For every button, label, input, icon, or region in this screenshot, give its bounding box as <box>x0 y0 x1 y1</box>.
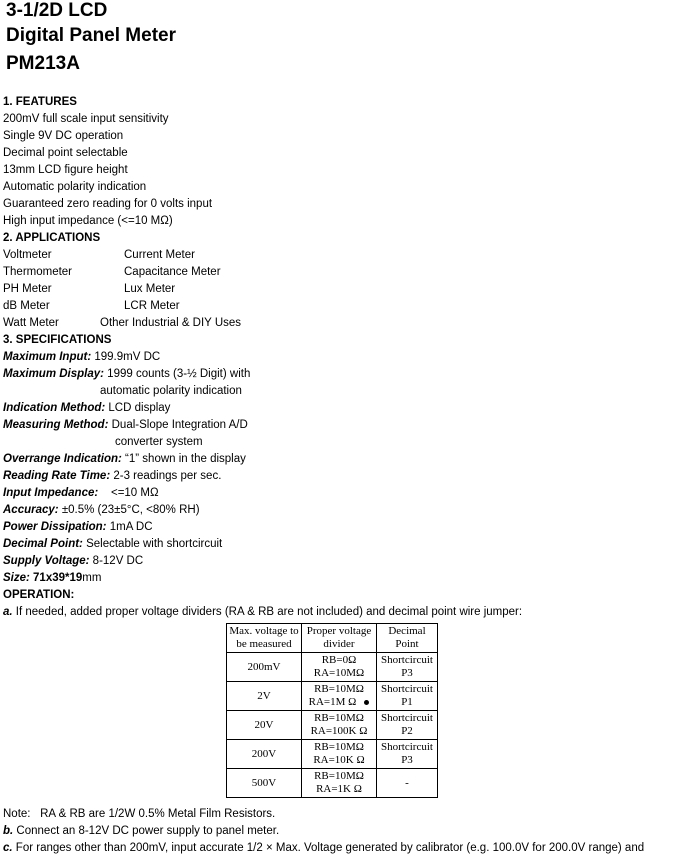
application-left: PH Meter <box>3 283 52 295</box>
spec-value: 2-3 readings per sec. <box>110 470 222 482</box>
decimal-point-cell: Shortcircuit P2 <box>377 711 438 740</box>
application-left: Thermometer <box>3 266 73 278</box>
decimal-point-cell: - <box>377 769 438 798</box>
spec-label: Size: <box>3 572 30 584</box>
specifications-heading: 3. SPECIFICATIONS <box>3 334 112 346</box>
header-cell: Max. voltage to be measured <box>227 624 302 653</box>
features-heading: 1. FEATURES <box>3 96 77 108</box>
feature-item: Single 9V DC operation <box>3 130 124 142</box>
spec-indication-method <box>3 401 170 415</box>
spec-label: Measuring Method: <box>3 419 109 431</box>
feature-item: High input impedance (<=10 MΩ) <box>3 215 173 227</box>
table-row <box>227 682 438 711</box>
step-label: a. <box>3 606 13 618</box>
header-cell: Proper voltage divider <box>302 624 377 653</box>
bullet-dot-icon <box>364 700 369 705</box>
spec-size <box>3 571 101 585</box>
voltage-divider-table <box>226 623 438 798</box>
applications-heading: 2. APPLICATIONS <box>3 232 101 244</box>
table-row <box>227 769 438 798</box>
doc-title-line1: 3-1/2D LCD <box>6 0 108 21</box>
voltage-cell: 200V <box>227 740 302 769</box>
resistor-note: Note: RA & RB are 1/2W 0.5% Metal Film Resistors. <box>3 808 276 820</box>
spec-label: Reading Rate Time: <box>3 470 111 482</box>
spec-input-impedance <box>3 486 159 500</box>
divider-cell: RB=10MΩ RA=1K Ω <box>302 769 377 798</box>
feature-item: Automatic polarity indication <box>3 181 147 193</box>
table-row <box>227 740 438 769</box>
spec-value: “1” shown in the display <box>121 453 246 465</box>
doc-title-line2: Digital Panel Meter <box>6 25 176 46</box>
spec-label: Accuracy: <box>3 504 59 516</box>
feature-item: 13mm LCD figure height <box>3 164 128 176</box>
spec-accuracy <box>3 503 200 517</box>
step-label: c. <box>3 842 13 854</box>
application-right: Lux Meter <box>124 283 176 295</box>
application-right: Capacitance Meter <box>124 266 221 278</box>
spec-value: 199.9mV DC <box>91 351 161 363</box>
spec-label: Power Dissipation: <box>3 521 107 533</box>
header-cell: Decimal Point <box>377 624 438 653</box>
spec-label: Overrange Indication: <box>3 453 122 465</box>
decimal-point-cell: Shortcircuit P3 <box>377 653 438 682</box>
application-right: Other Industrial & DIY Uses <box>100 317 242 329</box>
spec-label: Maximum Input: <box>3 351 92 363</box>
spec-value-continued: converter system <box>115 436 203 448</box>
spec-value: 1999 counts (3-½ Digit) with <box>103 368 251 380</box>
spec-max-display <box>3 367 250 381</box>
divider-cell: RB=10MΩ RA=10K Ω <box>302 740 377 769</box>
spec-label: Input Impedance: <box>3 487 99 499</box>
divider-cell: RB=0Ω RA=10MΩ <box>302 653 377 682</box>
feature-item: Guaranteed zero reading for 0 volts input <box>3 198 213 210</box>
table-header-row <box>227 624 438 653</box>
step-label: b. <box>3 825 14 837</box>
application-right: LCR Meter <box>124 300 180 312</box>
step-text: Connect an 8-12V DC power supply to panel meter. <box>13 825 280 837</box>
step-text: If needed, added proper voltage dividers (RA & RB are not included) and decimal point wire jumper: <box>12 606 523 618</box>
table-row <box>227 711 438 740</box>
operation-step-b <box>3 824 279 838</box>
voltage-cell: 2V <box>227 682 302 711</box>
application-left: Watt Meter <box>3 317 59 329</box>
divider-cell: RB=10MΩ RA=1M Ω <box>302 682 377 711</box>
spec-supply-voltage <box>3 554 143 568</box>
application-left: Voltmeter <box>3 249 52 261</box>
table-row <box>227 653 438 682</box>
decimal-point-cell: Shortcircuit P1 <box>377 682 438 711</box>
spec-label: Decimal Point: <box>3 538 83 550</box>
spec-value-continued: automatic polarity indication <box>100 385 242 397</box>
feature-item: 200mV full scale input sensitivity <box>3 113 169 125</box>
application-left: dB Meter <box>3 300 50 312</box>
step-text: For ranges other than 200mV, input accurate 1/2 × Max. Voltage generated by calibrator (e.g. 100.0V for 200.0V range) and <box>12 842 645 854</box>
spec-reading-rate <box>3 469 221 483</box>
voltage-cell: 200mV <box>227 653 302 682</box>
spec-value: LCD display <box>105 402 171 414</box>
application-right: Current Meter <box>124 249 195 261</box>
spec-label: Maximum Display: <box>3 368 104 380</box>
voltage-cell: 20V <box>227 711 302 740</box>
spec-decimal-point <box>3 537 222 551</box>
spec-value: Selectable with shortcircuit <box>82 538 223 550</box>
spec-value-bold: 71x39*19 <box>29 572 83 584</box>
spec-value: mm <box>82 572 102 584</box>
spec-label: Supply Voltage: <box>3 555 90 567</box>
spec-label: Indication Method: <box>3 402 106 414</box>
spec-measuring-method <box>3 418 248 432</box>
spec-value: <=10 MΩ <box>98 487 159 499</box>
spec-value: ±0.5% (23±5°C, <80% RH) <box>58 504 200 516</box>
spec-power-dissipation <box>3 520 153 534</box>
operation-heading: OPERATION: <box>3 589 75 601</box>
feature-item: Decimal point selectable <box>3 147 128 159</box>
voltage-cell: 500V <box>227 769 302 798</box>
divider-cell: RB=10MΩ RA=100K Ω <box>302 711 377 740</box>
spec-value: Dual-Slope Integration A/D <box>108 419 248 431</box>
spec-max-input <box>3 350 160 364</box>
decimal-point-cell: Shortcircuit P3 <box>377 740 438 769</box>
doc-title-model: PM213A <box>6 53 80 74</box>
spec-value: 8-12V DC <box>89 555 144 567</box>
operation-step-a <box>3 605 522 619</box>
spec-overrange <box>3 452 246 466</box>
spec-value: 1mA DC <box>106 521 153 533</box>
